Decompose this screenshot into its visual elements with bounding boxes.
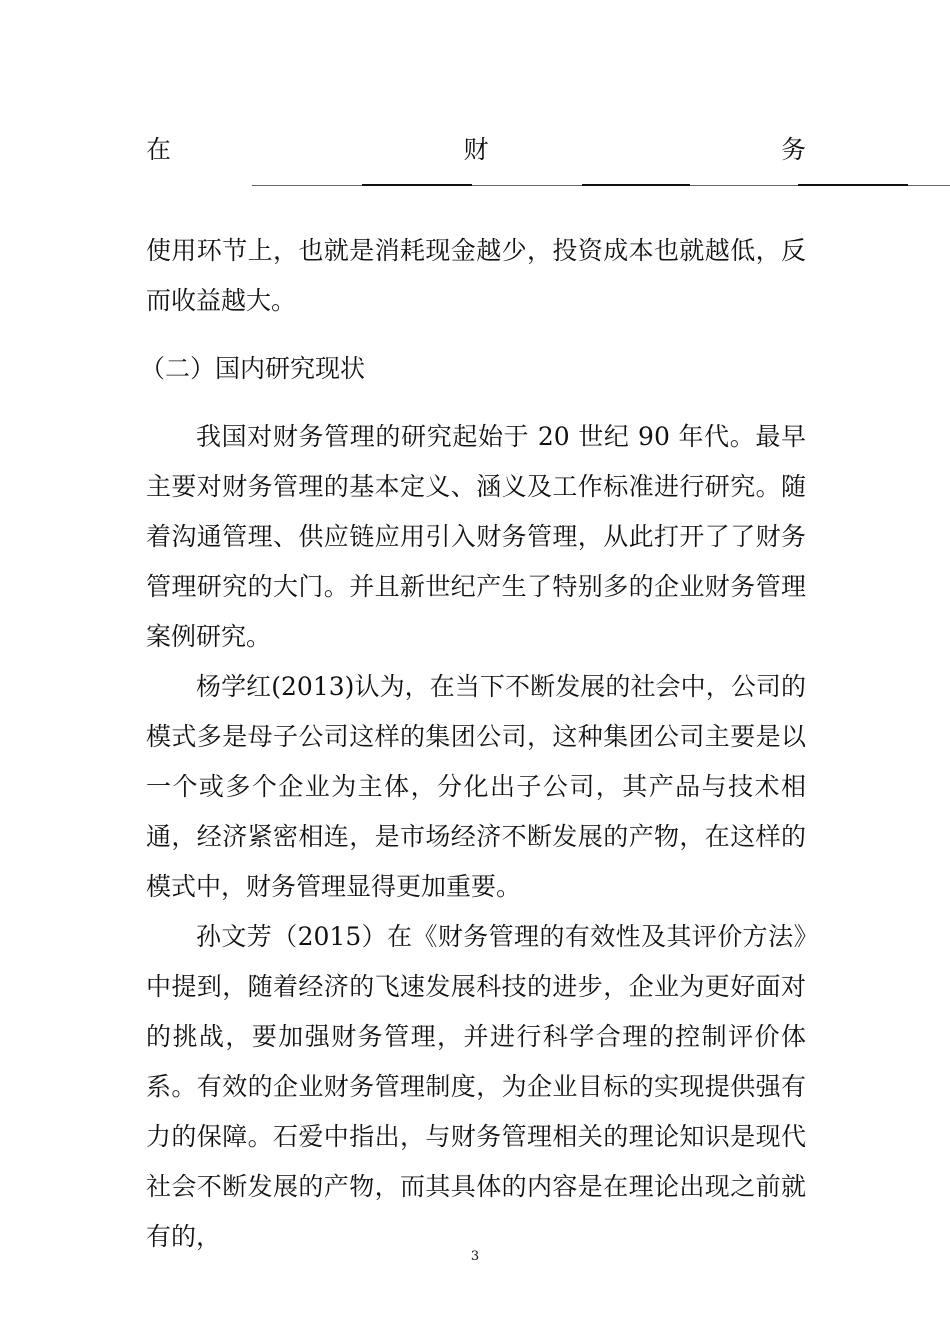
- paragraph: 杨学红(2013)认为，在当下不断发展的社会中，公司的模式多是母子公司这样的集团公司，这种集团公司主要是以一个或多个企业为主体，分化出子公司，其产品与技术相通，经济紧密相连，是市场经济不断发展的产物，在这样的模式中，财务管理显得更加重要。: [146, 672, 806, 901]
- header-rule-segment: [362, 184, 472, 186]
- paragraph: 我国对财务管理的研究起始于 20 世纪 90 年代。最早主要对财务管理的基本定义、涵义及工作标准进行研究。随着沟通管理、供应链应用引入财务管理，从此打开了了财务管理研究的大门。并且新世纪产生了特别多的企业财务管理案例研究。: [146, 422, 806, 651]
- header-char-3: 务: [780, 135, 806, 164]
- header-rule-segment: [472, 185, 582, 186]
- paragraph: 孙文芳（2015）在《财务管理的有效性及其评价方法》中提到，随着经济的飞速发展科技的进步，企业为更好面对的挑战，要加强财务管理，并进行科学合理的控制评价体系。有效的企业财务管理制度，为企业目标的实现提供强有力的保障。石爱中指出，与财务管理相关的理论知识是现代社会不断发展的产物，而其具体的内容是在理论出现之前就有的，: [146, 922, 806, 1251]
- page-number: 3: [470, 1249, 480, 1264]
- header-rule-segment: [582, 184, 690, 186]
- section-heading: （二）国内研究现状: [140, 354, 366, 383]
- header-rule-segment: [798, 184, 908, 186]
- running-header: [146, 132, 806, 168]
- header-rule-segment: [690, 185, 798, 186]
- paragraph-continuation: 使用环节上，也就是消耗现金越少，投资成本也就越低，反而收益越大。: [146, 236, 806, 315]
- header-rule-segment: [252, 185, 362, 186]
- header-rule-segment: [908, 185, 950, 186]
- header-rule: [0, 184, 950, 188]
- header-char-2: 财: [463, 135, 489, 164]
- header-char-1: 在: [146, 135, 172, 164]
- body-text: [140, 226, 806, 1262]
